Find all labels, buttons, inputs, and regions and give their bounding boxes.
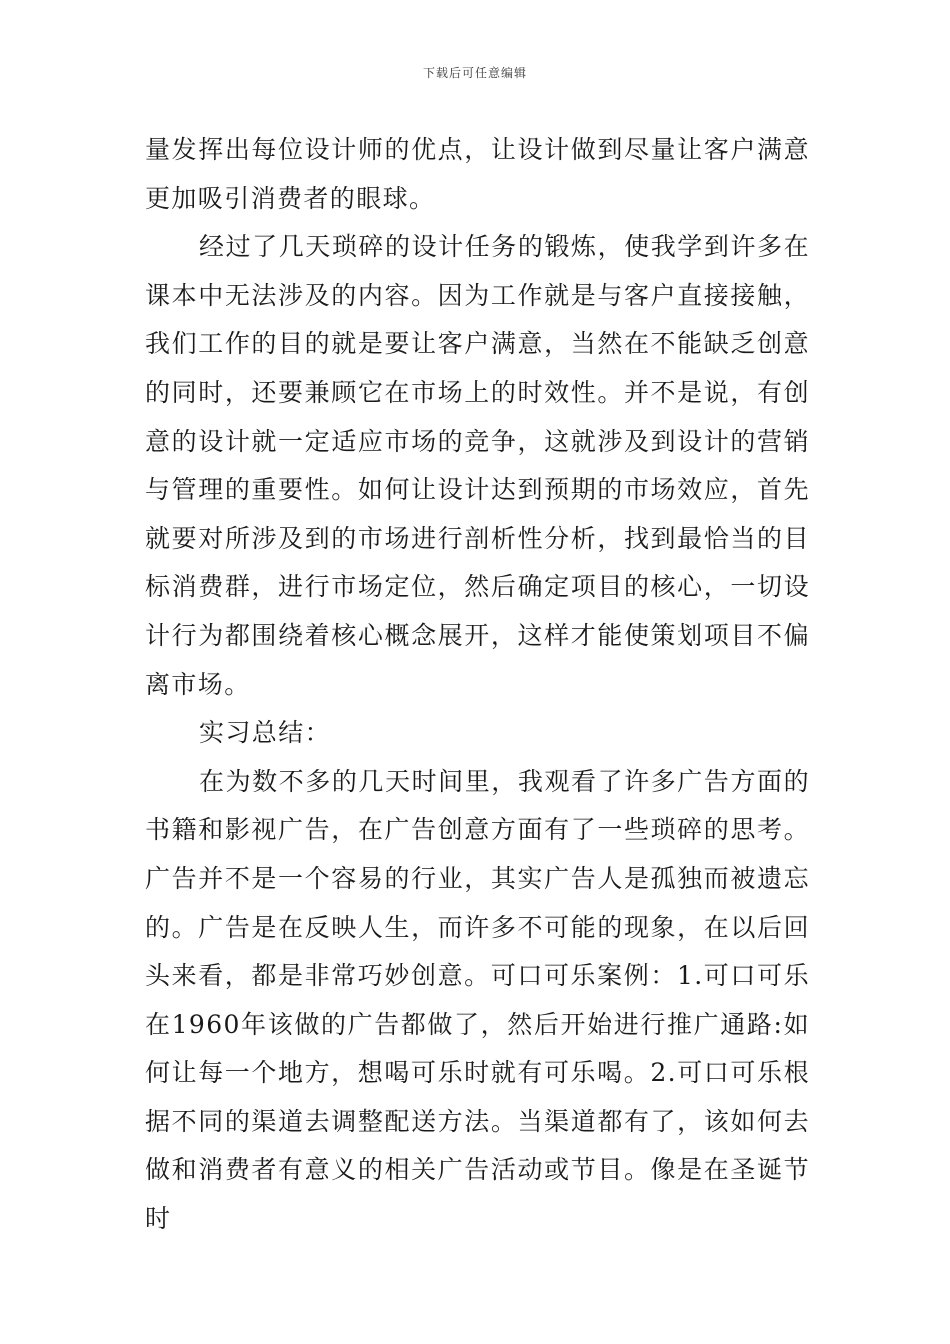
section-heading-internship-summary: 实习总结： (199, 718, 332, 748)
document-body (145, 126, 810, 1244)
paragraph-summary-body: 在为数不多的几天时间里，我观看了许多广告方面的书籍和影视广告，在广告创意方面有了一些琐碎的思考。广告并不是一个容易的行业，其实广告人是孤独而被遗忘的。广告是在反映人生，而许多不可能的现象，在以后回头来看，都是非常巧妙创意。可口可乐案例：1.可口可乐在1960年该做的广告都做了，然后开始进行推广通路:如何让每一个地方，想喝可乐时就有可乐喝。2.可口可乐根据不同的渠道去调整配送方法。当渠道都有了，该如何去做和消费者有意义的相关广告活动或节目。像是在圣诞节时 (145, 766, 810, 1234)
paragraph-design-training: 经过了几天琐碎的设计任务的锻炼，使我学到许多在课本中无法涉及的内容。因为工作就是与客户直接接触，我们工作的目的就是要让客户满意，当然在不能缺乏创意的同时，还要兼顾它在市场上的时效性。并不是说，有创意的设计就一定适应市场的竞争，这就涉及到设计的营销与管理的重要性。如何让设计达到预期的市场效应，首先就要对所涉及到的市场进行剖析性分析，找到最恰当的目标消费群，进行市场定位，然后确定项目的核心，一切设计行为都围绕着核心概念展开，这样才能使策划项目不偏离市场。 (145, 232, 810, 699)
page-header: 下载后可任意编辑 (422, 66, 527, 80)
paragraph-continuation: 量发挥出每位设计师的优点，让设计做到尽量让客户满意更加吸引消费者的眼球。 (145, 135, 810, 213)
